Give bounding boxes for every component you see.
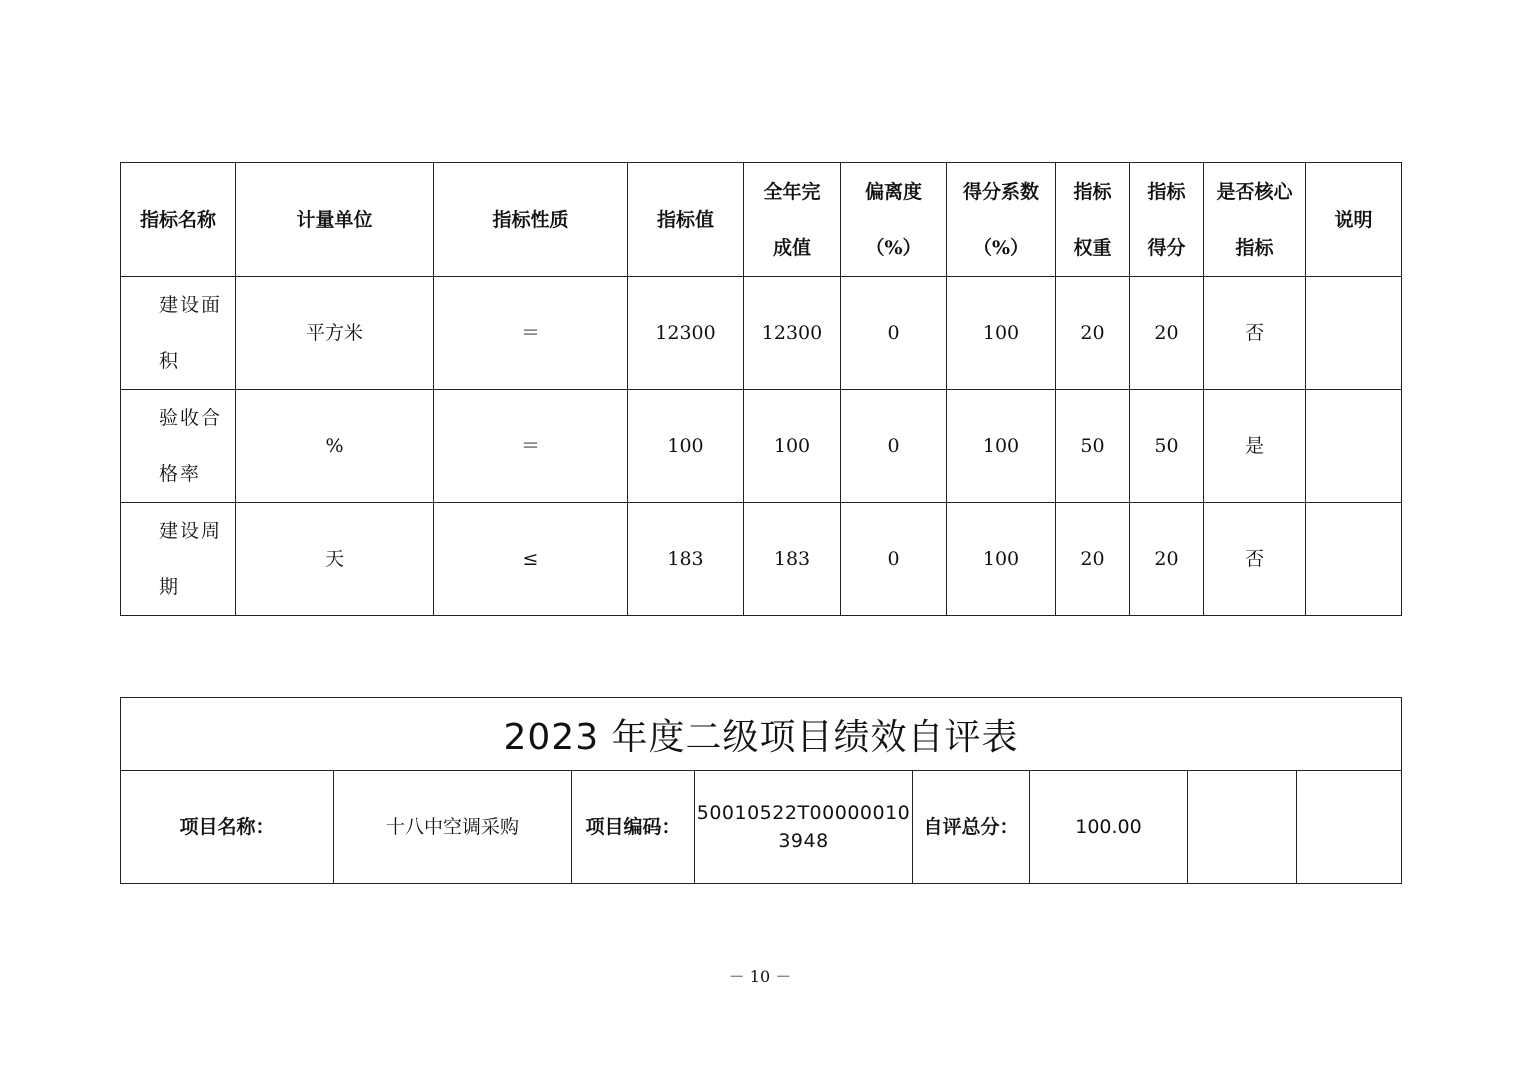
project-code-value (695, 771, 913, 884)
header-score (1130, 163, 1204, 277)
header-completion-line1: 全年完 (763, 180, 821, 203)
note-cell (1306, 503, 1402, 616)
header-deviation-line2: （%） (865, 236, 922, 259)
completion-cell: 12300 (744, 277, 841, 390)
header-completion-line2: 成值 (772, 236, 811, 259)
completion-cell: 100 (744, 390, 841, 503)
indicator-name-line1: 建设周 (159, 520, 223, 542)
header-core-line2: 指标 (1235, 236, 1274, 259)
header-row (121, 163, 1402, 277)
target-cell: 183 (628, 503, 744, 616)
deviation-cell: 0 (841, 390, 947, 503)
deviation-cell: 0 (841, 277, 947, 390)
total-score-label: 自评总分： (913, 771, 1030, 884)
page-number: － 10 － (728, 967, 792, 986)
score-cell: 50 (1130, 390, 1204, 503)
project-code-label: 项目编码： (572, 771, 695, 884)
indicator-name-line1: 验收合 (159, 407, 223, 429)
indicator-name-line2: 期 (159, 576, 181, 598)
indicator-name-line2: 格率 (159, 463, 202, 485)
header-score-line2: 得分 (1147, 236, 1186, 259)
coefficient-cell: 100 (947, 277, 1056, 390)
header-indicator-name: 指标名称 (121, 163, 236, 277)
project-info-row (121, 771, 1402, 884)
table-row (121, 390, 1402, 503)
table-row (121, 277, 1402, 390)
core-cell: 否 (1204, 503, 1306, 616)
project-code-line2: 3948 (778, 830, 829, 852)
total-score-value: 100.00 (1030, 771, 1188, 884)
evaluation-title: 2023 年度二级项目绩效自评表 (121, 698, 1402, 771)
header-target-value: 指标值 (628, 163, 744, 277)
score-cell: 20 (1130, 503, 1204, 616)
project-name-label: 项目名称： (121, 771, 334, 884)
header-coefficient-line1: 得分系数 (962, 180, 1039, 203)
unit-cell: 平方米 (236, 277, 434, 390)
core-cell: 是 (1204, 390, 1306, 503)
score-cell: 20 (1130, 277, 1204, 390)
header-deviation (841, 163, 947, 277)
note-cell (1306, 277, 1402, 390)
indicator-name (121, 390, 236, 503)
header-deviation-line1: 偏离度 (864, 180, 922, 203)
header-coefficient-line2: （%） (972, 236, 1030, 259)
indicator-name-line2: 积 (159, 350, 181, 372)
project-code-line1: 50010522T00000010 (696, 802, 911, 824)
header-weight (1056, 163, 1130, 277)
indicator-name-line1: 建设面 (159, 294, 223, 316)
header-unit: 计量单位 (236, 163, 434, 277)
weight-cell: 20 (1056, 503, 1130, 616)
nature-cell: ≤ (434, 503, 628, 616)
completion-cell: 183 (744, 503, 841, 616)
indicator-name (121, 277, 236, 390)
header-note: 说明 (1306, 163, 1402, 277)
nature-cell: ＝ (434, 390, 628, 503)
weight-cell: 50 (1056, 390, 1130, 503)
header-weight-line1: 指标 (1073, 180, 1112, 203)
project-name-value: 十八中空调采购 (334, 771, 572, 884)
empty-cell (1297, 771, 1402, 884)
target-cell: 100 (628, 390, 744, 503)
header-core-line1: 是否核心 (1216, 180, 1293, 203)
indicator-name (121, 503, 236, 616)
coefficient-cell: 100 (947, 503, 1056, 616)
unit-cell: % (236, 390, 434, 503)
weight-cell: 20 (1056, 277, 1130, 390)
header-completion (744, 163, 841, 277)
deviation-cell: 0 (841, 503, 947, 616)
header-nature: 指标性质 (434, 163, 628, 277)
empty-cell (1188, 771, 1297, 884)
self-evaluation-table (120, 697, 1402, 884)
table-row (121, 503, 1402, 616)
indicator-table (120, 162, 1402, 616)
unit-cell: 天 (236, 503, 434, 616)
header-core (1204, 163, 1306, 277)
header-weight-line2: 权重 (1073, 236, 1112, 259)
note-cell (1306, 390, 1402, 503)
coefficient-cell: 100 (947, 390, 1056, 503)
header-coefficient (947, 163, 1056, 277)
core-cell: 否 (1204, 277, 1306, 390)
header-score-line1: 指标 (1147, 180, 1186, 203)
nature-cell: ＝ (434, 277, 628, 390)
target-cell: 12300 (628, 277, 744, 390)
